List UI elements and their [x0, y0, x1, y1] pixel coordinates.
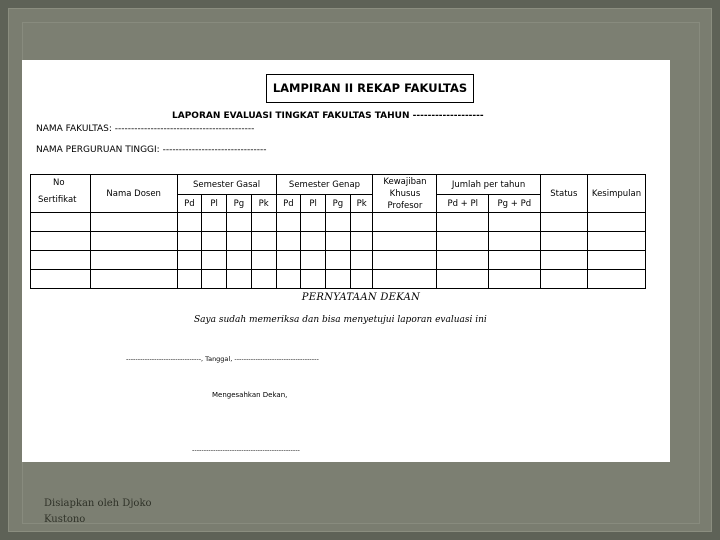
- header-sertifikat: Sertifikat: [38, 195, 77, 205]
- footer-credit: Disiapkan oleh Djoko Kustono: [44, 498, 152, 525]
- table-row: [31, 232, 646, 251]
- tanggal-line: --------------------------------, Tanggal, ------------------------------------: [126, 355, 319, 363]
- header-kewajiban-line1: Kewajiban: [383, 176, 427, 187]
- document-subtitle: LAPORAN EVALUASI TINGKAT FAKULTAS TAHUN -------------------: [172, 111, 484, 121]
- header-jumlah-pd-pl: Pd + Pl: [437, 195, 489, 213]
- header-gasal-pk: Pk: [251, 195, 276, 213]
- header-semester-gasal: Semester Gasal: [177, 175, 276, 195]
- header-gasal-pl: Pl: [202, 195, 227, 213]
- header-jumlah-per-tahun: Jumlah per tahun: [437, 175, 540, 195]
- header-genap-pl: Pl: [301, 195, 326, 213]
- signature-line: ----------------------------------------------: [192, 446, 300, 454]
- header-kesimpulan: Kesimpulan: [588, 175, 646, 213]
- pernyataan-dekan-title: [22, 292, 670, 303]
- header-genap-pg: Pg: [326, 195, 351, 213]
- header-genap-pk: Pk: [350, 195, 373, 213]
- header-no: No: [53, 178, 65, 188]
- nama-perguruan-line: NAMA PERGURUAN TINGGI: --------------------------------: [36, 145, 267, 155]
- document-title: LAMPIRAN II REKAP FAKULTAS: [266, 74, 474, 103]
- nama-fakultas-line: NAMA FAKULTAS: -------------------------------------------: [36, 124, 255, 134]
- header-kewajiban-line2: Khusus: [389, 188, 421, 199]
- header-gasal-pg: Pg: [227, 195, 252, 213]
- header-semester-genap: Semester Genap: [276, 175, 373, 195]
- header-no-sertifikat: [31, 175, 91, 213]
- pernyataan-title-text: PERNYATAAN DEKAN: [301, 292, 421, 303]
- table-row: [31, 213, 646, 232]
- header-genap-pd: Pd: [276, 195, 301, 213]
- rekap-table: [30, 174, 646, 289]
- header-kewajiban: [373, 175, 437, 213]
- header-gasal-pd: Pd: [177, 195, 202, 213]
- mengesahkan-dekan: Mengesahkan Dekan,: [212, 391, 288, 399]
- table-row: [31, 251, 646, 270]
- header-kewajiban-line3: Profesor: [387, 200, 423, 211]
- header-status: Status: [540, 175, 587, 213]
- document-page: [22, 60, 670, 462]
- table-header-row-1: [31, 175, 646, 195]
- table-row: [31, 270, 646, 289]
- pernyataan-dekan-text: Saya sudah memeriksa dan bisa menyetujui laporan evaluasi ini: [194, 315, 487, 325]
- header-jumlah-pg-pd: Pg + Pd: [489, 195, 541, 213]
- header-nama-dosen: Nama Dosen: [90, 175, 177, 213]
